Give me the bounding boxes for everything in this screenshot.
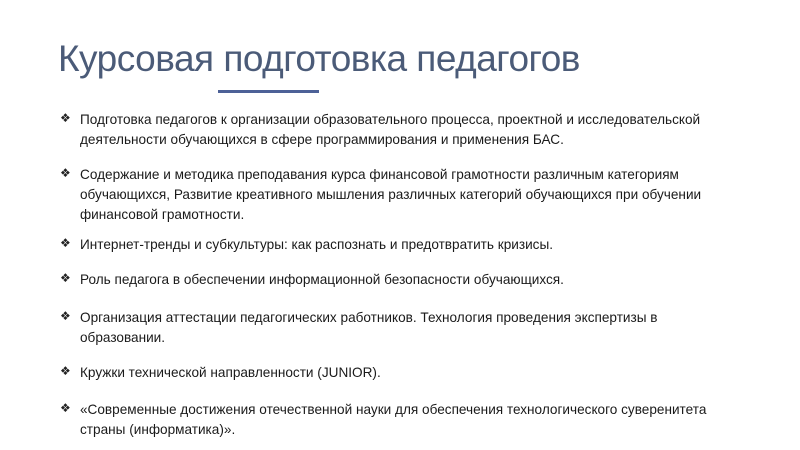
- list-item-text: [80, 363, 381, 383]
- text-line: Интернет-тренды и субкультуры: как распознать и предотвратить кризисы.: [80, 237, 554, 252]
- text-line: Содержание и методика преподавания курса финансовой грамотности различным категориям: [80, 167, 679, 182]
- diamond-bullet-icon: ❖: [60, 401, 71, 415]
- text-line: Роль педагога в обеспечении информационной безопасности обучающихся.: [80, 272, 564, 287]
- diamond-bullet-icon: ❖: [60, 236, 71, 250]
- list-item-text: [80, 110, 700, 150]
- text-line: страны (информатика)».: [80, 422, 236, 437]
- diamond-bullet-icon: ❖: [60, 166, 71, 180]
- text-line: Подготовка педагогов к организации образовательного процесса, проектной и исследовательской: [80, 112, 701, 127]
- text-line: Кружки технической направленности (JUNIOR).: [80, 365, 381, 380]
- text-line: образовании.: [80, 330, 166, 345]
- diamond-bullet-icon: ❖: [60, 271, 71, 285]
- text-line: обучающихся, Развитие креативного мышления различных категорий обучающихся при обучении: [80, 187, 702, 202]
- slide-title: Курсовая подготовка педагогов: [58, 38, 580, 79]
- list-item-text: [80, 400, 706, 440]
- list-item-text: [80, 165, 701, 225]
- list-item-text: [80, 308, 658, 348]
- diamond-bullet-icon: ❖: [60, 309, 71, 323]
- diamond-bullet-icon: ❖: [60, 364, 71, 378]
- text-line: Организация аттестации педагогических работников. Технология проведения экспертизы в: [80, 310, 658, 325]
- list-item-text: [80, 270, 564, 290]
- text-line: «Современные достижения отечественной науки для обеспечения технологического суверенитета: [80, 402, 707, 417]
- list-item-text: [80, 235, 553, 255]
- title-accent-bar: [218, 90, 319, 93]
- text-line: финансовой грамотности.: [80, 207, 245, 222]
- diamond-bullet-icon: ❖: [60, 111, 71, 125]
- text-line: деятельности обучающихся в сфере программирования и применения БАС.: [80, 132, 564, 147]
